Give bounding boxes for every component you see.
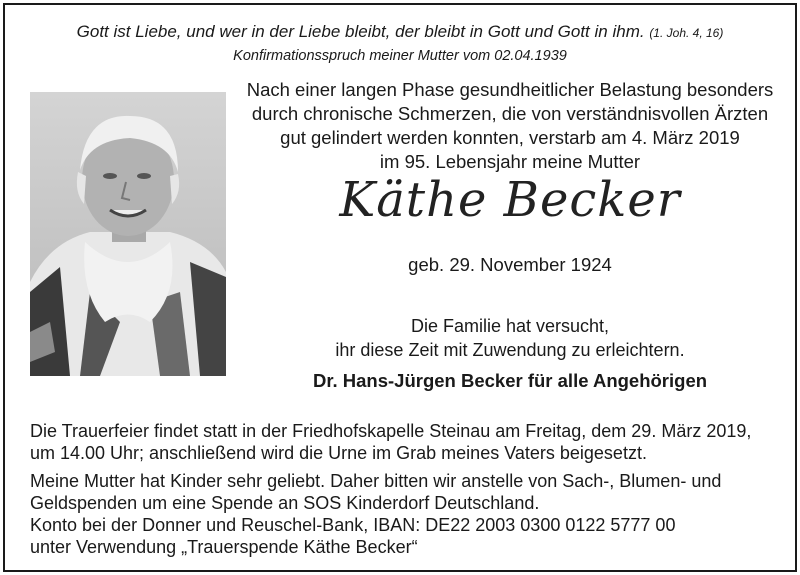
donation-line: Meine Mutter hat Kinder sehr geliebt. Daher bitten wir anstelle von Sach-, Blumen- und: [30, 471, 722, 491]
confirmation-note: Konfirmationsspruch meiner Mutter vom 02.04.1939: [233, 48, 567, 64]
donation-line: Geldspenden um eine Spende an SOS Kinderdorf Deutschland.: [30, 493, 540, 513]
portrait-image: [30, 92, 226, 376]
family-text: [240, 314, 780, 362]
donation-details: [30, 470, 775, 558]
intro-line: im 95. Lebensjahr meine Mutter: [379, 151, 641, 172]
bible-verse: [0, 22, 800, 42]
deceased-name: Käthe Becker: [339, 172, 681, 228]
intro-line: Nach einer langen Phase gesundheitlicher Belastung besonders: [246, 79, 774, 100]
family-line: ihr diese Zeit mit Zuwendung zu erleichtern.: [335, 340, 685, 360]
funeral-details: [30, 420, 775, 464]
donation-line: unter Verwendung „Trauerspende Käthe Becker“: [30, 537, 418, 557]
family-line: Die Familie hat versucht,: [410, 316, 610, 336]
verse-reference: (1. Joh. 4, 16): [649, 26, 724, 40]
birth-date: geb. 29. November 1924: [408, 254, 612, 275]
intro-line: durch chronische Schmerzen, die von verständnisvollen Ärzten: [251, 103, 769, 124]
verse-text: Gott ist Liebe, und wer in der Liebe bleibt, der bleibt in Gott und Gott in ihm.: [76, 22, 645, 41]
funeral-line: Die Trauerfeier findet statt in der Friedhofskapelle Steinau am Freitag, dem 29. März 2019,: [30, 421, 752, 441]
donation-line: Konto bei der Donner und Reuschel-Bank, IBAN: DE22 2003 0300 0122 5777 00: [30, 515, 676, 535]
intro-text: [240, 78, 780, 174]
intro-line: gut gelindert werden konnten, verstarb am 4. März 2019: [280, 127, 740, 148]
signer: Dr. Hans-Jürgen Becker für alle Angehörigen: [312, 370, 708, 391]
funeral-line: um 14.00 Uhr; anschließend wird die Urne im Grab meines Vaters beigesetzt.: [30, 443, 647, 463]
portrait-photo: [30, 92, 226, 376]
